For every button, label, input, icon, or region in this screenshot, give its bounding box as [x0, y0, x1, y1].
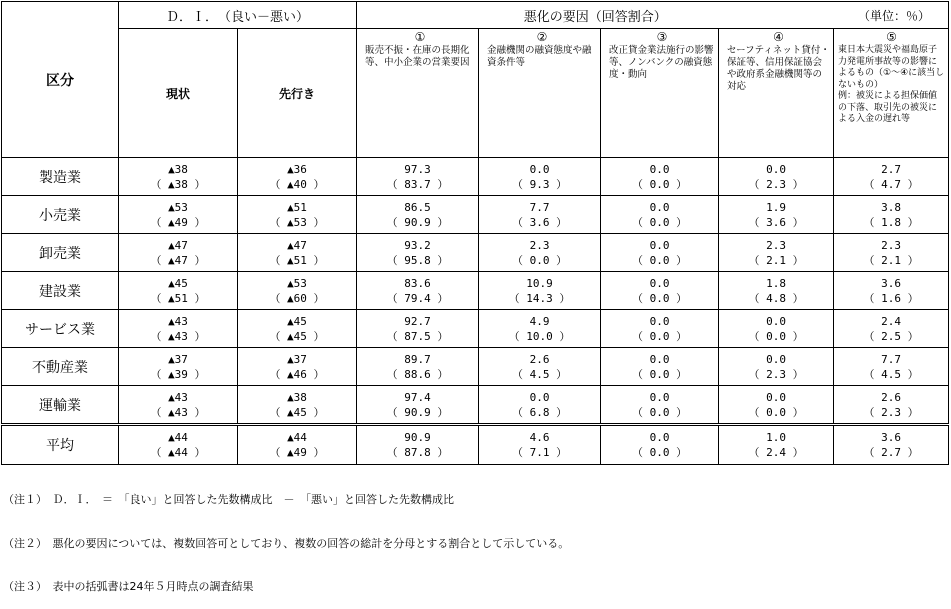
reason-3-text: 改正貸金業法施行の影響等、ノンバンクの融資態度・動向: [609, 45, 714, 80]
current-value: 0.0: [766, 162, 786, 176]
previous-value: （ 9.3 ）: [511, 177, 568, 191]
previous-value: （ ▲43 ）: [150, 329, 206, 343]
previous-value: （ 0.0 ）: [631, 329, 688, 343]
reason-5-cell: [834, 425, 949, 465]
previous-value: （ 83.7 ）: [386, 177, 449, 191]
reason-2-cell: [479, 425, 601, 465]
previous-value: （ 0.0 ）: [631, 367, 688, 381]
previous-value: （ ▲46 ）: [269, 367, 325, 381]
current-value: 0.0: [649, 431, 670, 444]
row-label: 建設業: [2, 272, 119, 310]
row-label: 卸売業: [2, 234, 119, 272]
previous-value: （ 2.3 ）: [863, 405, 919, 419]
table-row: [2, 158, 949, 196]
previous-value: （ ▲49 ）: [150, 215, 206, 229]
reason-3-cell: [601, 386, 719, 425]
row-label: 製造業: [2, 158, 119, 196]
previous-value: （ 2.7 ）: [863, 446, 919, 459]
row-label: サービス業: [2, 310, 119, 348]
previous-value: （ ▲60 ）: [269, 291, 325, 305]
reason-1-cell: [357, 425, 479, 465]
category-header: 区分: [2, 2, 119, 158]
reason-3-cell: [601, 310, 719, 348]
current-value: 93.2: [404, 238, 431, 252]
reason-3-cell: [601, 272, 719, 310]
reason-5-cell: [834, 234, 949, 272]
current-value: 4.6: [529, 431, 550, 444]
previous-value: （ 2.3 ）: [748, 177, 804, 191]
reason-2-cell: [479, 196, 601, 234]
reason-1-cell: [357, 158, 479, 196]
unit-label: （単位：％）: [834, 2, 949, 29]
reason-5-cell: [834, 310, 949, 348]
reason-1-header: [357, 29, 479, 158]
reason-4-cell: [719, 158, 834, 196]
reason-4-header: [719, 29, 834, 158]
current-value: 89.7: [404, 352, 431, 366]
current-value: 0.0: [766, 352, 786, 366]
reason-3-header: [601, 29, 719, 158]
previous-value: （ ▲51 ）: [269, 253, 325, 267]
previous-value: （ 1.6 ）: [863, 291, 919, 305]
di-table: [1, 1, 949, 465]
reason-3-cell: [601, 234, 719, 272]
reason-5-number: ⑤: [886, 30, 897, 44]
reason-2-cell: [479, 272, 601, 310]
current-value: ▲47: [287, 238, 307, 252]
current-value: 4.9: [529, 314, 550, 328]
previous-value: （ ▲44 ）: [150, 446, 206, 459]
reason-4-cell: [719, 272, 834, 310]
previous-value: （ 6.8 ）: [511, 405, 568, 419]
row-label: 運輸業: [2, 386, 119, 425]
previous-value: （ 87.5 ）: [386, 329, 449, 343]
reason-1-cell: [357, 272, 479, 310]
reason-2-cell: [479, 348, 601, 386]
current-value: 0.0: [529, 390, 550, 404]
di-future-cell: [238, 196, 357, 234]
current-value: ▲51: [287, 200, 307, 214]
previous-value: （ ▲39 ）: [150, 367, 206, 381]
reason-2-cell: [479, 158, 601, 196]
previous-value: （ 4.5 ）: [511, 367, 568, 381]
current-value: ▲45: [287, 314, 307, 328]
current-value: ▲38: [287, 390, 307, 404]
di-current-cell: [119, 348, 238, 386]
reason-2-text: 金融機関の融資態度や融資条件等: [487, 45, 592, 68]
di-current-cell: [119, 425, 238, 465]
row-label: 平均: [2, 425, 119, 465]
previous-value: （ 0.0 ）: [511, 253, 568, 267]
current-value: 2.3: [881, 238, 901, 252]
di-future-cell: [238, 234, 357, 272]
di-current-header: 現状: [119, 29, 238, 158]
previous-value: （ 7.1 ）: [511, 446, 568, 459]
current-value: 1.8: [766, 276, 786, 290]
di-future-cell: [238, 386, 357, 425]
reason-3-cell: [601, 196, 719, 234]
reason-4-cell: [719, 348, 834, 386]
row-label: 不動産業: [2, 348, 119, 386]
reason-1-cell: [357, 348, 479, 386]
reason-1-text: 販売不振・在庫の長期化等、中小企業の営業要因: [365, 45, 470, 68]
di-header: Ｄ．Ｉ． （良い－悪い）: [119, 2, 357, 29]
previous-value: （ ▲45 ）: [269, 329, 325, 343]
table-row: [2, 234, 949, 272]
notes: [3, 464, 569, 609]
reason-5-cell: [834, 158, 949, 196]
reason-4-number: ④: [773, 30, 784, 44]
current-value: 3.6: [881, 431, 901, 444]
current-value: 0.0: [649, 162, 670, 176]
current-value: 3.6: [881, 276, 901, 290]
current-value: ▲53: [168, 200, 188, 214]
row-label: 小売業: [2, 196, 119, 234]
previous-value: （ 14.3 ）: [508, 291, 571, 305]
reason-3-cell: [601, 425, 719, 465]
previous-value: （ 90.9 ）: [386, 215, 449, 229]
previous-value: （ 4.8 ）: [748, 291, 804, 305]
table-row: [2, 425, 949, 465]
current-value: ▲37: [168, 352, 188, 366]
current-value: 2.4: [881, 314, 901, 328]
previous-value: （ 4.7 ）: [863, 177, 919, 191]
previous-value: （ 1.8 ）: [863, 215, 919, 229]
current-value: 0.0: [529, 162, 550, 176]
note-1: （注１） Ｄ．Ｉ． ＝ 「良い」と回答した先数構成比 － 「悪い」と回答した先数構成比: [3, 493, 454, 506]
current-value: 0.0: [649, 390, 670, 404]
previous-value: （ 3.6 ）: [748, 215, 804, 229]
previous-value: （ ▲47 ）: [150, 253, 206, 267]
table-row: [2, 348, 949, 386]
di-current-cell: [119, 234, 238, 272]
previous-value: （ ▲40 ）: [269, 177, 325, 191]
current-value: ▲44: [287, 431, 307, 444]
reason-1-cell: [357, 310, 479, 348]
previous-value: （ 0.0 ）: [748, 329, 804, 343]
current-value: 3.8: [881, 200, 901, 214]
current-value: 2.3: [529, 238, 550, 252]
previous-value: （ 10.0 ）: [508, 329, 571, 343]
current-value: 2.6: [881, 390, 901, 404]
current-value: ▲37: [287, 352, 307, 366]
reason-2-cell: [479, 234, 601, 272]
current-value: 2.3: [766, 238, 786, 252]
current-value: 0.0: [649, 314, 670, 328]
reason-3-number: ③: [656, 30, 668, 44]
current-value: ▲38: [168, 162, 188, 176]
current-value: 1.9: [766, 200, 786, 214]
current-value: 0.0: [649, 200, 670, 214]
current-value: 0.0: [766, 314, 786, 328]
di-current-cell: [119, 196, 238, 234]
table-row: [2, 272, 949, 310]
table-row: [2, 386, 949, 425]
reason-1-cell: [357, 386, 479, 425]
previous-value: （ ▲45 ）: [269, 405, 325, 419]
di-current-cell: [119, 158, 238, 196]
previous-value: （ 2.1 ）: [863, 253, 919, 267]
reason-5-header: [834, 29, 949, 158]
reason-1-cell: [357, 196, 479, 234]
previous-value: （ 95.8 ）: [386, 253, 449, 267]
reason-5-example: 例：被災による担保価値の下落、取引先の被災による入金の遅れ等: [838, 91, 938, 124]
reason-2-number: ②: [536, 30, 548, 44]
di-future-cell: [238, 158, 357, 196]
table-body: [2, 158, 949, 465]
reason-4-text: セーフティネット貸付・保証等、信用保証協会や政府系金融機関等の対応: [727, 45, 830, 92]
reason-2-cell: [479, 310, 601, 348]
reasons-header: 悪化の要因（回答割合）: [357, 2, 834, 29]
current-value: 2.6: [529, 352, 550, 366]
reason-4-cell: [719, 425, 834, 465]
previous-value: （ 79.4 ）: [386, 291, 449, 305]
previous-value: （ 3.6 ）: [511, 215, 568, 229]
previous-value: （ 2.4 ）: [748, 446, 804, 459]
previous-value: （ 0.0 ）: [631, 291, 688, 305]
reason-4-cell: [719, 310, 834, 348]
previous-value: （ ▲43 ）: [150, 405, 206, 419]
reason-3-cell: [601, 348, 719, 386]
reason-4-cell: [719, 196, 834, 234]
previous-value: （ 0.0 ）: [631, 405, 688, 419]
reason-3-cell: [601, 158, 719, 196]
previous-value: （ 2.5 ）: [863, 329, 919, 343]
current-value: ▲47: [168, 238, 188, 252]
note-2: （注２） 悪化の要因については、複数回答可としており、複数の回答の総計を分母とする割合として示している。: [3, 536, 570, 550]
reason-4-cell: [719, 234, 834, 272]
previous-value: （ 87.8 ）: [386, 446, 449, 459]
current-value: 97.4: [404, 390, 431, 404]
reason-4-cell: [719, 386, 834, 425]
di-future-cell: [238, 272, 357, 310]
current-value: ▲44: [168, 431, 188, 444]
current-value: ▲43: [168, 314, 188, 328]
reason-2-header: [479, 29, 601, 158]
current-value: ▲43: [168, 390, 188, 404]
current-value: 7.7: [529, 200, 550, 214]
di-current-cell: [119, 386, 238, 425]
reason-5-cell: [834, 386, 949, 425]
previous-value: （ ▲49 ）: [269, 446, 325, 459]
current-value: 83.6: [404, 276, 431, 290]
current-value: 10.9: [526, 276, 553, 290]
di-future-header: 先行き: [238, 29, 357, 158]
note-3: （注３） 表中の括弧書は24年５月時点の調査結果: [3, 580, 254, 593]
current-value: ▲36: [287, 162, 307, 176]
table-row: [2, 310, 949, 348]
current-value: 0.0: [649, 238, 670, 252]
reason-5-cell: [834, 272, 949, 310]
di-current-cell: [119, 310, 238, 348]
previous-value: （ 88.6 ）: [386, 367, 449, 381]
current-value: 0.0: [649, 352, 670, 366]
previous-value: （ 4.5 ）: [863, 367, 919, 381]
current-value: 90.9: [404, 431, 431, 444]
reason-5-cell: [834, 348, 949, 386]
current-value: 86.5: [404, 200, 431, 214]
previous-value: （ ▲38 ）: [150, 177, 206, 191]
current-value: 0.0: [649, 276, 670, 290]
current-value: 2.7: [881, 162, 901, 176]
table-row: [2, 196, 949, 234]
previous-value: （ 0.0 ）: [748, 405, 804, 419]
current-value: 1.0: [766, 431, 786, 444]
previous-value: （ ▲51 ）: [150, 291, 206, 305]
current-value: ▲53: [287, 276, 307, 290]
reason-2-cell: [479, 386, 601, 425]
reason-5-cell: [834, 196, 949, 234]
reason-5-text: 東日本大震災や福島原子力発電所事故等の影響によるもの（①～④に該当しないもの）: [838, 45, 945, 90]
current-value: 7.7: [881, 352, 901, 366]
previous-value: （ 0.0 ）: [631, 215, 688, 229]
di-future-cell: [238, 310, 357, 348]
di-future-cell: [238, 425, 357, 465]
previous-value: （ ▲53 ）: [269, 215, 325, 229]
previous-value: （ 0.0 ）: [631, 177, 688, 191]
previous-value: （ 0.0 ）: [631, 446, 688, 459]
di-future-cell: [238, 348, 357, 386]
current-value: 97.3: [404, 162, 431, 176]
previous-value: （ 2.3 ）: [748, 367, 804, 381]
previous-value: （ 2.1 ）: [748, 253, 804, 267]
reason-1-cell: [357, 234, 479, 272]
current-value: ▲45: [168, 276, 188, 290]
current-value: 92.7: [404, 314, 431, 328]
previous-value: （ 0.0 ）: [631, 253, 688, 267]
current-value: 0.0: [766, 390, 786, 404]
di-current-cell: [119, 272, 238, 310]
reason-1-number: ①: [414, 30, 426, 44]
previous-value: （ 90.9 ）: [386, 405, 449, 419]
